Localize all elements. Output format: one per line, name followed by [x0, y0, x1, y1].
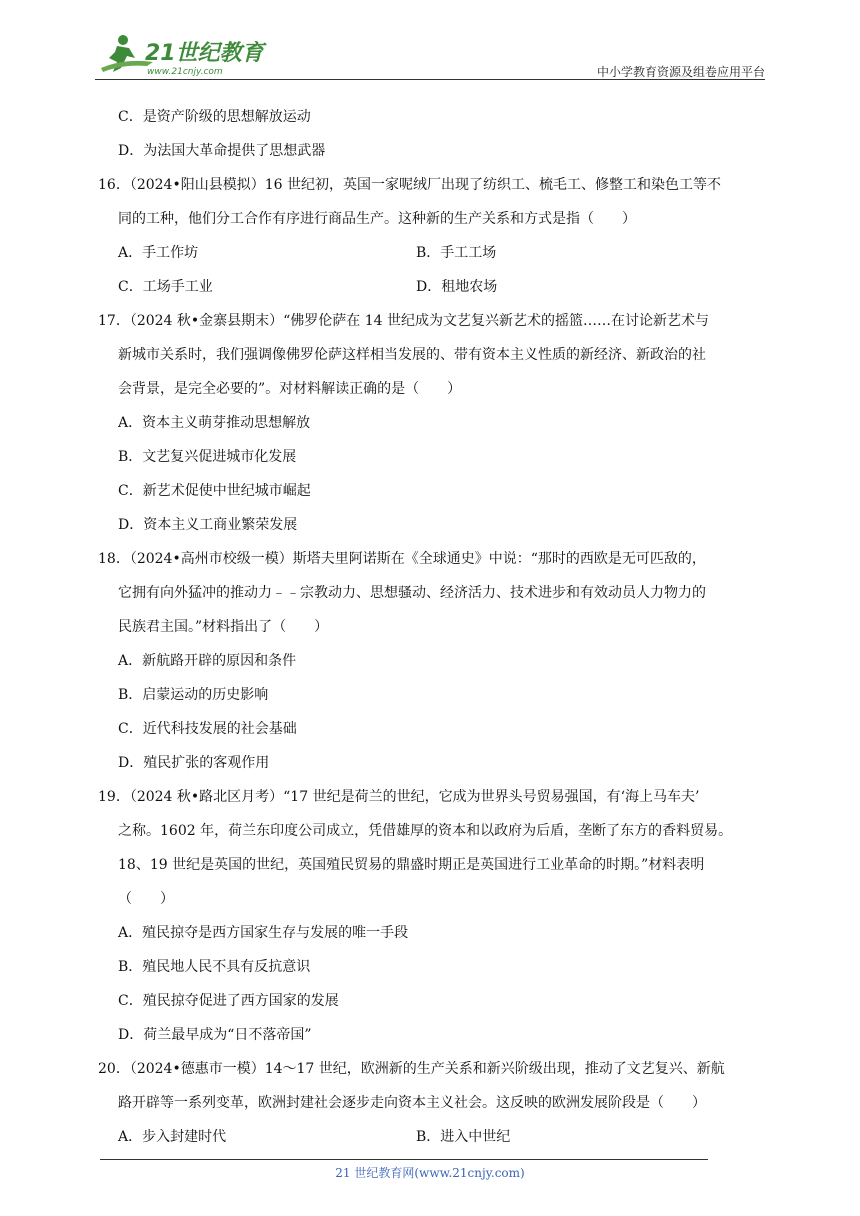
q16-option-a: A．手工作坊 — [118, 245, 199, 261]
logo-text: 21世纪教育 — [145, 41, 264, 66]
q17-option-b: B．文艺复兴促进城市化发展 — [118, 449, 297, 465]
footer-link[interactable]: 21 世纪教育网(www.21cnjy.com) — [335, 1166, 525, 1180]
site-logo[interactable] — [95, 28, 295, 80]
page-header — [95, 28, 765, 80]
q15-option-d: D．为法国大革命提供了思想武器 — [118, 143, 326, 159]
question-content — [98, 100, 778, 1154]
q17-stem-line-1: 17．（2024 秋•金寨县期末）“佛罗伦萨在 14 世纪成为文艺复兴新艺术的摇篮……在讨论新艺术与 — [98, 313, 710, 329]
q16-options-row-1 — [118, 236, 778, 270]
q20-stem-line-2: 路开辟等一系列变革，欧洲封建社会逐步走向资本主义社会。这反映的欧洲发展阶段是（ ） — [118, 1095, 706, 1111]
q18-stem-line-3: 民族君主国。”材料指出了（ ） — [118, 619, 329, 635]
runner-logo-icon — [95, 28, 295, 80]
q18-stem-line-2: 它拥有向外猛冲的推动力﹣﹣宗教动力、思想骚动、经济活力、技术进步和有效动员人力物力的 — [118, 585, 706, 601]
q16-options-row-2 — [118, 270, 778, 304]
q15-option-c: C．是资产阶级的思想解放运动 — [118, 109, 311, 125]
q20-options-row-1 — [118, 1120, 778, 1154]
header-divider — [95, 79, 765, 80]
q18-option-b: B．启蒙运动的历史影响 — [118, 687, 269, 703]
q19-stem-line-1: 19．（2024 秋•路北区月考）“17 世纪是荷兰的世纪，它成为世界头号贸易强国，有‘海上马车夫’ — [98, 789, 700, 805]
q16-stem-line-2: 同的工种，他们分工合作有序进行商品生产。这种新的生产关系和方式是指（ ） — [118, 211, 636, 227]
q16-option-c: C．工场手工业 — [118, 279, 213, 295]
q19-option-a: A．殖民掠夺是西方国家生存与发展的唯一手段 — [118, 925, 409, 941]
platform-title: 中小学教育资源及组卷应用平台 — [596, 65, 765, 79]
q19-option-d: D．荷兰最早成为“日不落帝国” — [118, 1027, 312, 1043]
q19-stem-line-3: 18、19 世纪是英国的世纪，英国殖民贸易的鼎盛时期正是英国进行工业革命的时期。”材料表明 — [118, 857, 705, 873]
q17-option-a: A．资本主义萌芽推动思想解放 — [118, 415, 311, 431]
logo-url-text: www.21cnjy.com — [147, 67, 223, 77]
q18-option-c: C．近代科技发展的社会基础 — [118, 721, 297, 737]
q20-option-a: A．步入封建时代 — [118, 1129, 227, 1145]
q18-option-a: A．新航路开辟的原因和条件 — [118, 653, 297, 669]
q19-option-c: C．殖民掠夺促进了西方国家的发展 — [118, 993, 339, 1009]
q16-option-b: B．手工工场 — [416, 245, 497, 261]
q16-option-d: D．租地农场 — [416, 279, 498, 295]
q17-stem-line-3: 会背景，是完全必要的”。对材料解读正确的是（ ） — [118, 381, 462, 397]
q17-stem-line-2: 新城市关系时，我们强调像佛罗伦萨这样相当发展的、带有资本主义性质的新经济、新政治的社 — [118, 347, 706, 363]
q19-stem-line-4: （ ） — [118, 891, 174, 907]
q19-stem-line-2: 之称。1602 年，荷兰东印度公司成立，凭借雄厚的资本和以政府为后盾，垄断了东方的香料贸易。 — [118, 823, 733, 839]
q20-option-b: B．进入中世纪 — [416, 1129, 511, 1145]
footer-divider — [100, 1159, 708, 1160]
q17-option-c: C．新艺术促使中世纪城市崛起 — [118, 483, 311, 499]
q18-option-d: D．殖民扩张的客观作用 — [118, 755, 270, 771]
q17-option-d: D．资本主义工商业繁荣发展 — [118, 517, 298, 533]
q19-option-b: B．殖民地人民不具有反抗意识 — [118, 959, 311, 975]
q20-stem-line-1: 20．（2024•德惠市一模）14～17 世纪，欧洲新的生产关系和新兴阶级出现，推动了文艺复兴、新航 — [98, 1061, 725, 1077]
q16-stem-line-1: 16．（2024•阳山县模拟）16 世纪初，英国一家呢绒厂出现了纺织工、梳毛工、修整工和染色工等不 — [98, 177, 721, 193]
q18-stem-line-1: 18．（2024•高州市校级一模）斯塔夫里阿诺斯在《全球通史》中说：“那时的西欧是无可匹敌的， — [98, 551, 706, 567]
